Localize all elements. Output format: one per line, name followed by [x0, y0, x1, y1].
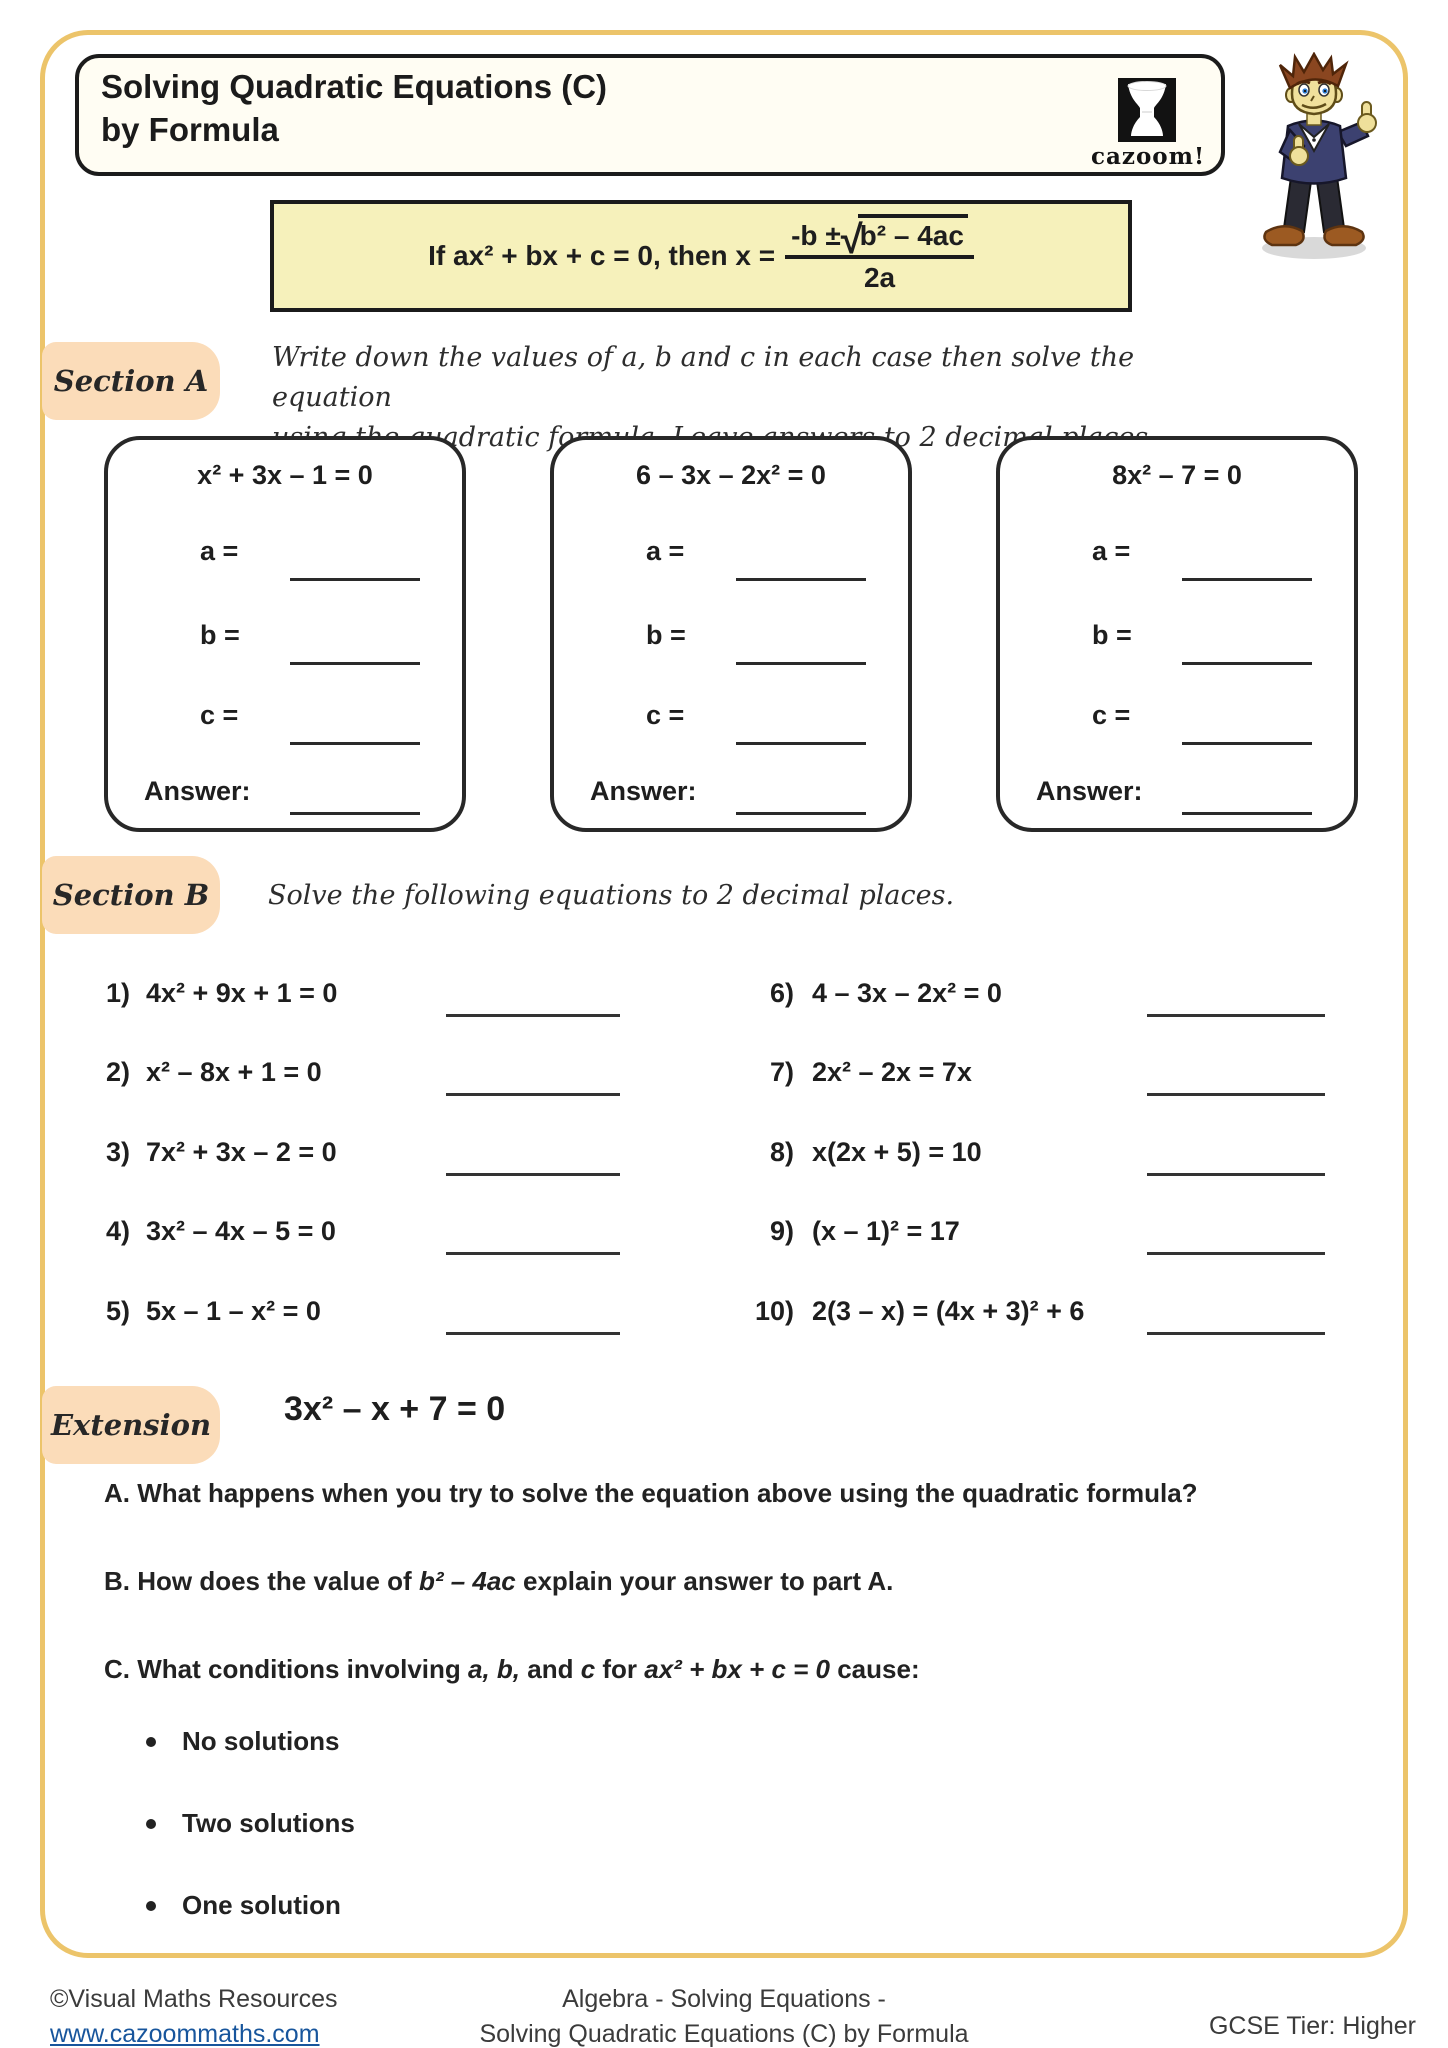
- answer-line: [1147, 1014, 1325, 1017]
- section-b-label: Section B: [42, 856, 220, 934]
- answer-line: [290, 578, 420, 581]
- problem-row: [104, 1296, 664, 1327]
- question-b-text: explain your answer to part A.: [515, 1566, 894, 1596]
- answer-line: [446, 1173, 620, 1176]
- question-c: [104, 1654, 1364, 1685]
- answer-line: [736, 742, 866, 745]
- problem-row: [104, 1057, 664, 1088]
- problem-row: [752, 1057, 1352, 1088]
- radical-sign-icon: √: [840, 218, 863, 262]
- problem-equation: 2(3 – x) = (4x + 3)² + 6: [812, 1296, 1085, 1326]
- answer-line: [290, 662, 420, 665]
- bullet-dot-icon: [146, 1901, 156, 1911]
- problem-number: 4): [105, 1216, 130, 1246]
- problem-number: 9): [769, 1216, 794, 1246]
- bullet-dot-icon: [146, 1819, 156, 1829]
- coefficient-a-label: a =: [200, 536, 239, 566]
- problem-equation: 7x² + 3x – 2 = 0: [146, 1137, 337, 1167]
- section-a-label: Section A: [42, 342, 220, 420]
- question-c-math: a, b,: [468, 1654, 521, 1684]
- question-c-text: for: [595, 1654, 645, 1684]
- answer-line: [446, 1093, 620, 1096]
- problem-equation: 3x² – 4x – 5 = 0: [146, 1216, 336, 1246]
- answer-label: Answer:: [1036, 776, 1143, 806]
- problem-number: 6): [769, 978, 794, 1008]
- footer-tier: GCSE Tier: Higher: [1208, 2012, 1416, 2040]
- formula-condition: If ax² + bx + c = 0, then x =: [428, 240, 776, 271]
- answer-line: [1182, 742, 1312, 745]
- answer-line: [736, 812, 866, 815]
- equation-box-title: 8x² – 7 = 0: [1112, 460, 1242, 490]
- bullet-label: One solution: [182, 1890, 341, 1920]
- equation-box-title: x² + 3x – 1 = 0: [197, 460, 373, 490]
- bullet-item: [146, 1890, 341, 1921]
- answer-line: [736, 578, 866, 581]
- coefficient-b-label: b =: [200, 620, 240, 650]
- question-c-text: C. What conditions involving: [104, 1654, 468, 1684]
- problem-equation: 2x² – 2x = 7x: [812, 1057, 972, 1087]
- title-line-1: Solving Quadratic Equations (C): [101, 68, 608, 105]
- extension-label: Extension: [42, 1386, 220, 1464]
- problem-number: 7): [769, 1057, 794, 1087]
- problem-row: [104, 1137, 664, 1168]
- title-box: [75, 54, 1225, 176]
- answer-label: Answer:: [144, 776, 251, 806]
- quadratic-formula-box: [270, 200, 1132, 312]
- section-b-instructions: Solve the following equations to 2 decimal places.: [268, 880, 955, 911]
- problem-row: [752, 978, 1352, 1009]
- numerator-prefix: -b ±: [791, 220, 841, 251]
- coefficient-b-label: b =: [1092, 620, 1132, 650]
- question-c-math: c: [580, 1654, 596, 1684]
- problem-number: 2): [105, 1057, 130, 1087]
- formula-denominator: 2a: [785, 255, 974, 294]
- footer-copyright: ©Visual Maths Resources: [50, 1985, 338, 2013]
- bullet-item: [146, 1808, 355, 1839]
- equation-box-1: [104, 436, 466, 832]
- formula-fraction: [785, 214, 974, 294]
- problem-number: 10): [754, 1296, 794, 1326]
- coefficient-c-label: c =: [200, 700, 239, 730]
- answer-line: [736, 662, 866, 665]
- student-character-illustration: [1236, 52, 1392, 264]
- problem-equation: 5x – 1 – x² = 0: [146, 1296, 321, 1326]
- answer-line: [290, 812, 420, 815]
- title-line-2: by Formula: [101, 110, 279, 148]
- problem-number: 5): [105, 1296, 130, 1326]
- problem-row: [752, 1216, 1352, 1247]
- problem-number: 3): [105, 1137, 130, 1167]
- coefficient-c-label: c =: [646, 700, 685, 730]
- problem-number: 8): [769, 1137, 794, 1167]
- answer-line: [446, 1252, 620, 1255]
- bullet-label: No solutions: [182, 1726, 340, 1756]
- question-c-text: cause:: [830, 1654, 920, 1684]
- page-title: [101, 66, 607, 152]
- formula-radicand: b² – 4ac: [858, 214, 968, 252]
- bullet-label: Two solutions: [182, 1808, 355, 1838]
- equation-box-2: [550, 436, 912, 832]
- bullet-dot-icon: [146, 1737, 156, 1747]
- coefficient-c-label: c =: [1092, 700, 1131, 730]
- answer-line: [1147, 1173, 1325, 1176]
- cazoom-logo: [1091, 78, 1206, 170]
- cazoom-drum-icon: [1118, 78, 1176, 142]
- problem-equation: x² – 8x + 1 = 0: [146, 1057, 322, 1087]
- formula-numerator: [785, 214, 974, 262]
- problem-number: 1): [105, 978, 130, 1008]
- footer-topic-line-2: Solving Quadratic Equations (C) by Formula: [479, 2020, 969, 2048]
- bullet-item: [146, 1726, 339, 1757]
- problem-equation: 4 – 3x – 2x² = 0: [812, 978, 1002, 1008]
- answer-line: [1182, 812, 1312, 815]
- section-a-instruction-line-1: Write down the values of a, b and c in each case then solve the equation: [272, 342, 1135, 413]
- problem-row: [752, 1296, 1352, 1327]
- problem-equation: 4x² + 9x + 1 = 0: [146, 978, 338, 1008]
- problem-equation: x(2x + 5) = 10: [812, 1137, 982, 1167]
- coefficient-a-label: a =: [646, 536, 685, 566]
- cazoom-logo-text: cazoom!: [1091, 143, 1206, 170]
- answer-line: [446, 1014, 620, 1017]
- extension-equation: 3x² – x + 7 = 0: [284, 1390, 506, 1428]
- section-a-instruction-line-2: quadratic to 2 decimal: [407, 421, 1053, 453]
- question-b-math: b² – 4ac: [418, 1566, 516, 1596]
- answer-line: [290, 742, 420, 745]
- problem-row: [104, 1216, 664, 1247]
- question-b-text: B. How does the value of: [104, 1566, 419, 1596]
- answer-line: [1147, 1252, 1325, 1255]
- coefficient-a-label: a =: [1092, 536, 1131, 566]
- question-c-text: and: [520, 1654, 581, 1684]
- answer-label: Answer:: [590, 776, 697, 806]
- answer-line: [1147, 1332, 1325, 1335]
- problem-equation: (x – 1)² = 17: [812, 1216, 960, 1246]
- problem-row: [752, 1137, 1352, 1168]
- footer-website-link[interactable]: www.cazoommaths.com: [50, 2020, 320, 2048]
- question-c-math: ax² + bx + c = 0: [644, 1654, 830, 1684]
- equation-box-3: [996, 436, 1358, 832]
- problem-row: [104, 978, 664, 1009]
- coefficient-b-label: b =: [646, 620, 686, 650]
- answer-line: [1182, 662, 1312, 665]
- answer-line: [446, 1332, 620, 1335]
- answer-line: [1182, 578, 1312, 581]
- question-a: A. What happens when you try to solve the equation above using the quadratic formula?: [104, 1478, 1198, 1508]
- footer-topic-line-1: Algebra - Solving Equations -: [562, 1985, 886, 2013]
- question-b: [104, 1566, 1364, 1597]
- answer-line: [1147, 1093, 1325, 1096]
- equation-box-title: 6 – 3x – 2x² = 0: [636, 460, 826, 490]
